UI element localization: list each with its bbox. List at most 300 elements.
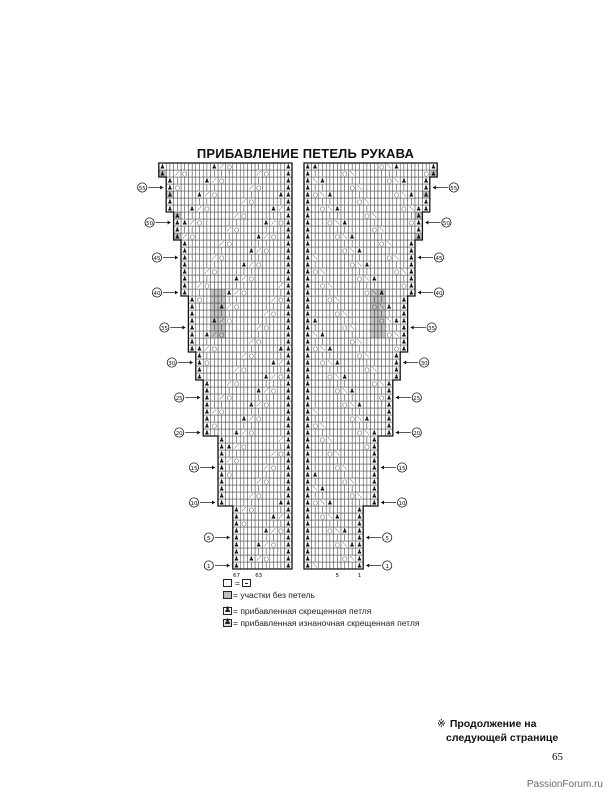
chart-symbol: |	[265, 338, 268, 346]
chart-symbol: |	[328, 233, 331, 241]
grey-swatch-icon	[223, 591, 232, 599]
chart-symbol: |	[242, 555, 245, 563]
chart-symbol: |	[242, 478, 245, 486]
chart-symbol: ○	[364, 212, 370, 220]
chart-symbol: |	[336, 534, 339, 542]
chart-symbol: |	[402, 275, 405, 283]
chart-symbol: ⟍	[357, 338, 362, 346]
chart-symbol: ♟	[416, 226, 422, 234]
chart-symbol: ♟	[319, 177, 326, 185]
arrow-head-icon	[182, 326, 185, 330]
chart-symbol: |	[373, 359, 376, 367]
chart-symbol: |	[321, 471, 324, 479]
chart-symbol: |	[351, 373, 354, 381]
chart-symbol: ♟	[305, 240, 311, 248]
chart-symbol: |	[358, 205, 361, 213]
chart-symbol: ♟	[285, 401, 291, 409]
chart-symbol: |	[358, 268, 361, 276]
chart-symbol: |	[265, 345, 268, 353]
chart-symbol: |	[205, 212, 208, 220]
chart-symbol: ♟	[305, 422, 311, 430]
chart-symbol: |	[198, 254, 201, 262]
chart-symbol: ⟋	[249, 184, 254, 192]
chart-symbol: ♟	[285, 219, 291, 227]
chart-symbol: |	[395, 282, 398, 290]
chart-symbol: |	[220, 422, 223, 430]
chart-symbol: |	[373, 282, 376, 290]
chart-symbol: |	[351, 499, 354, 507]
chart-symbol: |	[205, 240, 208, 248]
chart-symbol: |	[250, 191, 253, 199]
chart-symbol: ♟	[285, 394, 291, 402]
chart-symbol: ♟	[233, 555, 240, 563]
chart-symbol: |	[205, 366, 208, 374]
chart-symbol: |	[205, 338, 208, 346]
chart-symbol: ♟	[285, 268, 291, 276]
chart-symbol: |	[242, 562, 245, 570]
chart-symbol: |	[257, 219, 260, 227]
chart-symbol: ⟋	[197, 282, 202, 290]
chart-symbol: |	[402, 170, 405, 178]
chart-symbol: ♟	[285, 562, 291, 570]
chart-symbol: |	[321, 429, 324, 437]
chart-symbol: |	[358, 233, 361, 241]
chart-symbol: ○	[364, 289, 370, 297]
chart-symbol: |	[343, 513, 346, 521]
chart-symbol: ♟	[305, 513, 311, 521]
chart-symbol: ♟	[408, 247, 414, 255]
chart-symbol: ♟	[356, 401, 363, 409]
chart-symbol: |	[191, 282, 194, 290]
chart-symbol: ♟	[167, 177, 173, 185]
chart-symbol: |	[257, 212, 260, 220]
chart-symbol: ⟋	[278, 282, 284, 290]
chart-symbol: |	[328, 198, 331, 206]
chart-symbol: ♟	[305, 492, 311, 500]
chart-symbol: |	[235, 345, 238, 353]
chart-symbol: |	[358, 324, 361, 332]
chart-symbol: |	[373, 317, 376, 325]
chart-symbol: |	[314, 296, 317, 304]
chart-symbol: |	[328, 478, 331, 486]
chart-symbol: |	[351, 436, 354, 444]
chart-symbol: |	[213, 394, 216, 402]
chart-symbol: |	[235, 394, 238, 402]
chart-symbol: ♟	[285, 436, 291, 444]
chart-symbol: |	[220, 310, 223, 318]
chart-symbol: |	[213, 184, 216, 192]
chart-symbol: ○	[256, 261, 262, 269]
chart-symbol: ♟	[349, 387, 355, 395]
chart-symbol: |	[250, 373, 253, 381]
chart-symbol: ⟋	[263, 541, 269, 549]
arrow-head-icon	[396, 431, 399, 435]
chart-symbol: |	[314, 219, 317, 227]
chart-symbol: |	[395, 205, 398, 213]
chart-symbol: |	[373, 247, 376, 255]
chart-symbol: ○	[349, 492, 355, 500]
chart-symbol: |	[257, 345, 260, 353]
chart-symbol: ♟	[204, 422, 210, 430]
chart-symbol: ♟	[305, 401, 311, 409]
chart-symbol: |	[213, 198, 216, 206]
chart-symbol: |	[235, 177, 238, 185]
chart-symbol: ○	[342, 478, 348, 486]
chart-symbol: |	[351, 408, 354, 416]
chart-symbol: ♟	[263, 219, 269, 227]
chart-symbol: |	[351, 422, 354, 430]
chart-symbol: |	[373, 373, 376, 381]
chart-symbol: |	[373, 198, 376, 206]
arrow-head-icon	[418, 291, 421, 295]
legend-purl-twisted-increase: ♟ = прибавленная изнаночная скрещенная петля	[223, 618, 419, 628]
chart-symbol: |	[228, 499, 231, 507]
chart-symbol: ♟	[204, 408, 210, 416]
chart-symbol: |	[235, 247, 238, 255]
chart-symbol: ○	[278, 296, 284, 304]
chart-symbol: ♟	[285, 317, 291, 325]
chart-symbol: |	[321, 394, 324, 402]
legend-twisted-increase: ♟ = прибавленная скрещенная петля	[223, 606, 371, 616]
chart-symbol: |	[336, 499, 339, 507]
chart-symbol: ○	[312, 422, 318, 430]
chart-symbol: |	[365, 450, 368, 458]
chart-symbol: |	[343, 198, 346, 206]
chart-symbol: |	[265, 317, 268, 325]
chart-symbol: |	[250, 233, 253, 241]
chart-symbol: |	[351, 226, 354, 234]
chart-symbol: |	[220, 415, 223, 423]
chart-symbol: |	[257, 275, 260, 283]
chart-symbol: |	[380, 282, 383, 290]
chart-symbol: ○	[393, 345, 400, 353]
legend-no-stitch: = участки без петель	[223, 590, 315, 600]
chart-symbol: |	[213, 387, 216, 395]
chart-symbol: |	[250, 226, 253, 234]
chart-symbol: |	[191, 226, 194, 234]
chart-symbol: |	[198, 268, 201, 276]
chart-symbol: |	[235, 331, 238, 339]
chart-symbol: ○	[204, 205, 210, 213]
chart-symbol: ♟	[356, 534, 363, 542]
chart-symbol: ⟍	[401, 191, 407, 199]
chart-symbol: ♟	[342, 373, 348, 381]
chart-symbol: ♟	[189, 310, 195, 318]
chart-symbol: ♟	[401, 338, 407, 346]
chart-symbol: ○	[319, 359, 326, 367]
chart-symbol: |	[265, 296, 268, 304]
row-marker-label: 35	[160, 325, 168, 332]
chart-symbol: |	[328, 247, 331, 255]
chart-symbol: |	[314, 464, 317, 472]
arrow-head-icon	[160, 186, 163, 190]
chart-symbol: |	[358, 359, 361, 367]
chart-symbol: ○	[219, 408, 225, 416]
chart-symbol: ♟	[423, 177, 429, 185]
chart-symbol: ♟	[386, 387, 392, 395]
chart-symbol: ○	[349, 415, 355, 423]
chart-symbol: ♟	[371, 492, 377, 500]
chart-symbol: ⟍	[312, 331, 318, 339]
chart-symbol: ♟	[219, 471, 225, 479]
chart-symbol: ♟	[305, 478, 311, 486]
chart-symbol: |	[220, 282, 223, 290]
chart-symbol: |	[351, 394, 354, 402]
chart-symbol: ⟍	[335, 450, 340, 458]
chart-symbol: ⟋	[256, 170, 261, 178]
chart-symbol: ⟍	[335, 373, 340, 381]
chart-symbol: |	[235, 450, 238, 458]
chart-symbol: ♟	[356, 541, 363, 549]
chart-symbol: |	[380, 387, 383, 395]
chart-symbol: ○	[334, 541, 340, 549]
chart-symbol: |	[351, 282, 354, 290]
chart-symbol: |	[314, 366, 317, 374]
chart-symbol: |	[314, 401, 317, 409]
chart-symbol: |	[242, 296, 245, 304]
chart-symbol: |	[242, 499, 245, 507]
chart-symbol: |	[321, 520, 324, 528]
chart-symbol: ♟	[393, 352, 400, 360]
chart-symbol: |	[321, 541, 324, 549]
chart-symbol: ♟	[285, 282, 291, 290]
chart-symbol: |	[343, 534, 346, 542]
chart-symbol: ○	[241, 443, 247, 451]
chart-symbol: ○	[371, 226, 377, 234]
chart-symbol: |	[242, 464, 245, 472]
chart-symbol: |	[388, 338, 391, 346]
chart-symbol: ♟	[285, 387, 291, 395]
chart-symbol: |	[373, 331, 376, 339]
chart-symbol: |	[336, 184, 339, 192]
chart-symbol: ♟	[386, 415, 392, 423]
chart-symbol: |	[213, 261, 216, 269]
chart-symbol: ○	[248, 275, 254, 283]
chart-symbol: |	[228, 275, 231, 283]
chart-symbol: |	[380, 191, 383, 199]
chart-symbol: |	[321, 303, 324, 311]
chart-symbol: |	[351, 520, 354, 528]
chart-symbol: |	[228, 198, 231, 206]
chart-symbol: ♟	[204, 177, 210, 185]
chart-symbol: |	[213, 401, 216, 409]
chart-symbol: |	[328, 352, 331, 360]
chart-symbol: ♟	[305, 457, 311, 465]
chart-symbol: |	[395, 233, 398, 241]
chart-symbol: ♟	[285, 170, 291, 178]
chart-symbol: ♟	[305, 534, 311, 542]
chart-symbol: |	[257, 380, 260, 388]
chart-symbol: ⟋	[212, 254, 217, 262]
row-marker-label: 20	[175, 430, 183, 437]
chart-symbol: |	[373, 184, 376, 192]
chart-symbol: |	[328, 324, 331, 332]
chart-symbol: |	[410, 233, 413, 241]
chart-symbol: |	[358, 310, 361, 318]
chart-symbol: ⟍	[335, 527, 340, 535]
chart-symbol: ♟	[327, 191, 333, 199]
chart-symbol: |	[272, 303, 275, 311]
chart-symbol: ♟	[371, 471, 377, 479]
chart-symbol: |	[228, 345, 231, 353]
chart-symbol: ♟	[219, 485, 225, 493]
chart-symbol: |	[279, 226, 282, 234]
chart-symbol: ♟	[416, 233, 422, 241]
continuation-note: ※ Продолжение на следующей странице	[437, 718, 559, 744]
chart-symbol: ○	[263, 478, 269, 486]
chart-symbol: |	[257, 527, 260, 535]
chart-symbol: |	[228, 422, 231, 430]
chart-symbol: |	[198, 289, 201, 297]
chart-symbol: |	[272, 506, 275, 514]
chart-symbol: |	[321, 555, 324, 563]
chart-symbol: ⟍	[342, 310, 347, 318]
chart-symbol: ♟	[305, 359, 311, 367]
chart-symbol: |	[410, 226, 413, 234]
chart-symbol: ♟	[285, 464, 291, 472]
chart-symbol: |	[358, 422, 361, 430]
chart-symbol: |	[242, 268, 245, 276]
arrow-head-icon	[403, 361, 406, 365]
chart-symbol: |	[358, 303, 361, 311]
chart-symbol: |	[228, 464, 231, 472]
chart-symbol: ○	[211, 422, 217, 430]
chart-symbol: |	[250, 163, 253, 171]
chart-symbol: |	[272, 555, 275, 563]
chart-symbol: |	[228, 450, 231, 458]
chart-symbol: |	[279, 548, 282, 556]
chart-symbol: |	[198, 247, 201, 255]
arrow-head-icon	[197, 431, 200, 435]
chart-symbol: |	[198, 163, 201, 171]
chart-symbol: ○	[356, 352, 363, 360]
chart-symbol: |	[279, 492, 282, 500]
chart-symbol: |	[328, 261, 331, 269]
chart-symbol: |	[321, 506, 324, 514]
chart-symbol: |	[235, 205, 238, 213]
chart-symbol: ○	[349, 338, 355, 346]
chart-symbol: ♟	[233, 275, 240, 283]
chart-symbol: |	[321, 338, 324, 346]
chart-symbol: |	[228, 310, 231, 318]
chart-symbol: |	[183, 163, 186, 171]
chart-symbol: |	[358, 457, 361, 465]
chart-symbol: |	[265, 289, 268, 297]
chart-symbol: |	[343, 289, 346, 297]
chart-symbol: ♟	[305, 555, 311, 563]
chart-symbol: ○	[219, 331, 225, 339]
chart-symbol: |	[265, 415, 268, 423]
chart-symbol: |	[279, 401, 282, 409]
chart-symbol: |	[250, 534, 253, 542]
chart-symbol: |	[365, 394, 368, 402]
chart-symbol: |	[265, 450, 268, 458]
chart-symbol: |	[168, 170, 171, 178]
chart-symbol: |	[395, 240, 398, 248]
chart-symbol: |	[235, 499, 238, 507]
chart-symbol: ⟋	[204, 345, 210, 353]
chart-symbol: ♟	[226, 289, 232, 297]
chart-symbol: |	[272, 548, 275, 556]
chart-symbol: ○	[312, 268, 318, 276]
chart-symbol: |	[228, 408, 231, 416]
chart-symbol: |	[351, 303, 354, 311]
chart-symbol: ♟	[342, 527, 348, 535]
chart-symbol: ○	[312, 345, 318, 353]
chart-symbol: |	[314, 387, 317, 395]
chart-symbol: ♟	[189, 331, 195, 339]
chart-symbol: |	[242, 184, 245, 192]
chart-symbol: |	[365, 401, 368, 409]
chart-symbol: ♟	[386, 394, 392, 402]
chart-symbol: |	[343, 394, 346, 402]
chart-symbol: ♟	[305, 177, 311, 185]
chart-symbol: ⟋	[278, 359, 284, 367]
chart-symbol: ○	[349, 261, 355, 269]
chart-symbol: ⟋	[256, 555, 261, 563]
chart-symbol: ⟍	[349, 170, 355, 178]
chart-symbol: |	[191, 268, 194, 276]
chart-symbol: ○	[263, 170, 269, 178]
chart-symbol: |	[205, 303, 208, 311]
chart-symbol: ♟	[356, 520, 363, 528]
chart-symbol: ♟	[285, 331, 291, 339]
chart-symbol: |	[228, 282, 231, 290]
chart-symbol: |	[242, 170, 245, 178]
chart-symbol: |	[228, 485, 231, 493]
chart-symbol: |	[373, 338, 376, 346]
chart-symbol: |	[351, 289, 354, 297]
chart-symbol: |	[242, 233, 245, 241]
chart-symbol: |	[328, 303, 331, 311]
chart-symbol: ♟	[219, 492, 225, 500]
chart-symbol: |	[321, 219, 324, 227]
chart-symbol: |	[257, 422, 260, 430]
chart-symbol: |	[388, 205, 391, 213]
chart-symbol: |	[257, 331, 260, 339]
chart-symbol: ♟	[305, 289, 311, 297]
chart-symbol: |	[272, 520, 275, 528]
chart-symbol: ♟	[285, 422, 291, 430]
chart-symbol: |	[314, 541, 317, 549]
chart-symbol: |	[351, 191, 354, 199]
chart-symbol: ♟	[189, 324, 195, 332]
chart-symbol: |	[279, 177, 282, 185]
chart-symbol: |	[279, 471, 282, 479]
chart-symbol: ♟	[401, 303, 407, 311]
chart-symbol: |	[265, 492, 268, 500]
chart-symbol: ⟍	[349, 247, 355, 255]
chart-symbol: |	[205, 226, 208, 234]
chart-symbol: ⟍	[320, 422, 325, 430]
chart-symbol: |	[228, 436, 231, 444]
chart-symbol: |	[191, 289, 194, 297]
chart-symbol: |	[272, 422, 275, 430]
chart-symbol: |	[198, 310, 201, 318]
chart-symbol: ♟	[305, 520, 311, 528]
chart-symbol: |	[250, 562, 253, 570]
chart-symbol: |	[272, 247, 275, 255]
chart-symbol: |	[380, 170, 383, 178]
chart-symbol: |	[343, 380, 346, 388]
chart-symbol: ♟	[305, 247, 311, 255]
chart-symbol: ○	[241, 212, 247, 220]
chart-symbol: |	[373, 233, 376, 241]
chart-symbol: |	[272, 240, 275, 248]
arrow-head-icon	[212, 501, 215, 505]
chart-symbol: |	[228, 296, 231, 304]
chart-symbol: ⟋	[212, 331, 217, 339]
